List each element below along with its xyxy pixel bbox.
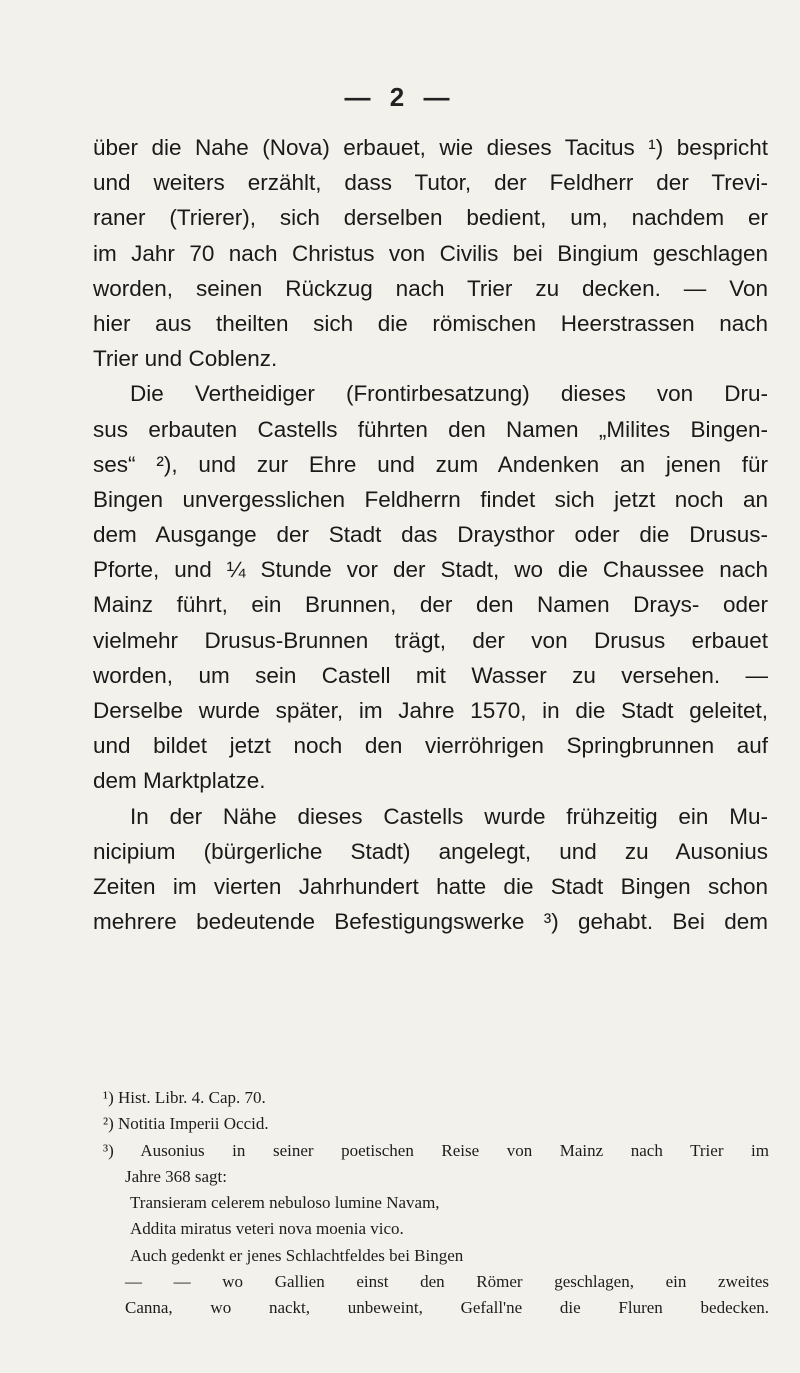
text-line: Die Vertheidiger (Frontirbesatzung) dieses von Dru- (130, 381, 768, 407)
text-line: und bildet jetzt noch den vierröhrigen Springbrunnen auf (93, 733, 768, 759)
body-text (93, 130, 768, 939)
text-line: hier aus theilten sich die römischen Heerstrassen nach (93, 310, 768, 336)
text-line: Bingen unvergesslichen Feldherrn findet sich jetzt noch an (93, 486, 768, 512)
text-line: worden, um sein Castell mit Wasser zu versehen. — (93, 662, 768, 688)
footnote-3-line: — — wo Gallien einst den Römer geschlagen, ein zweites (125, 1272, 769, 1292)
text-line: dem Marktplatze. (93, 768, 266, 794)
text-line: Derselbe wurde später, im Jahre 1570, in die Stadt geleitet, (93, 698, 768, 723)
footnote-3-line: Auch gedenkt er jenes Schlachtfeldes bei Bingen (130, 1245, 464, 1265)
text-line: im Jahr 70 nach Christus von Civilis bei Bingium geschlagen (93, 240, 768, 266)
footnote-verse-line: Transieram celerem nebuloso lumine Navam, (130, 1193, 440, 1213)
text-line: über die Nahe (Nova) erbauet, wie dieses Tacitus ¹) bespricht (93, 135, 768, 160)
footnotes (103, 1085, 769, 1322)
page-number: — 2 — (344, 82, 456, 112)
text-line: dem Ausgange der Stadt das Draysthor oder die Drusus- (93, 522, 768, 548)
text-line: und weiters erzählt, dass Tutor, der Feldherr der Trevi- (93, 170, 768, 196)
footnote-3: ³) Ausonius in seiner poetischen Reise von Mainz nach Trier im (103, 1140, 769, 1160)
text-line: ses“ ²), und zur Ehre und zum Andenken an jenen für (93, 451, 768, 477)
text-line: Trier und Coblenz. (93, 346, 278, 372)
text-line: Zeiten im vierten Jahrhundert hatte die Stadt Bingen schon (93, 873, 768, 899)
footnote-1: ¹) Hist. Libr. 4. Cap. 70. (103, 1088, 266, 1107)
text-line: In der Nähe dieses Castells wurde frühzeitig ein Mu- (130, 803, 768, 829)
footnote-3-line: Canna, wo nackt, unbeweint, Gefall'ne die Fluren bedecken. (125, 1298, 769, 1318)
footnote-3-line: Jahre 368 sagt: (125, 1166, 227, 1186)
text-line: Mainz führt, ein Brunnen, der den Namen Drays- oder (93, 592, 768, 618)
text-line: nicipium (bürgerliche Stadt) angelegt, und zu Ausonius (93, 838, 768, 864)
text-line: mehrere bedeutende Befestigungswerke ³) gehabt. Bei dem (93, 909, 768, 935)
text-line: raner (Trierer), sich derselben bedient, um, nachdem er (93, 205, 768, 231)
text-line: worden, seinen Rückzug nach Trier zu decken. — Von (93, 275, 768, 301)
footnote-2: ²) Notitia Imperii Occid. (103, 1114, 269, 1134)
footnote-verse-line: Addita miratus veteri nova moenia vico. (130, 1219, 404, 1239)
text-line: sus erbauten Castells führten den Namen „Milites Bingen- (93, 416, 768, 442)
text-line: Pforte, und ¼ Stunde vor der Stadt, wo die Chaussee nach (93, 557, 768, 583)
text-line: vielmehr Drusus-Brunnen trägt, der von Drusus erbauet (93, 627, 768, 653)
